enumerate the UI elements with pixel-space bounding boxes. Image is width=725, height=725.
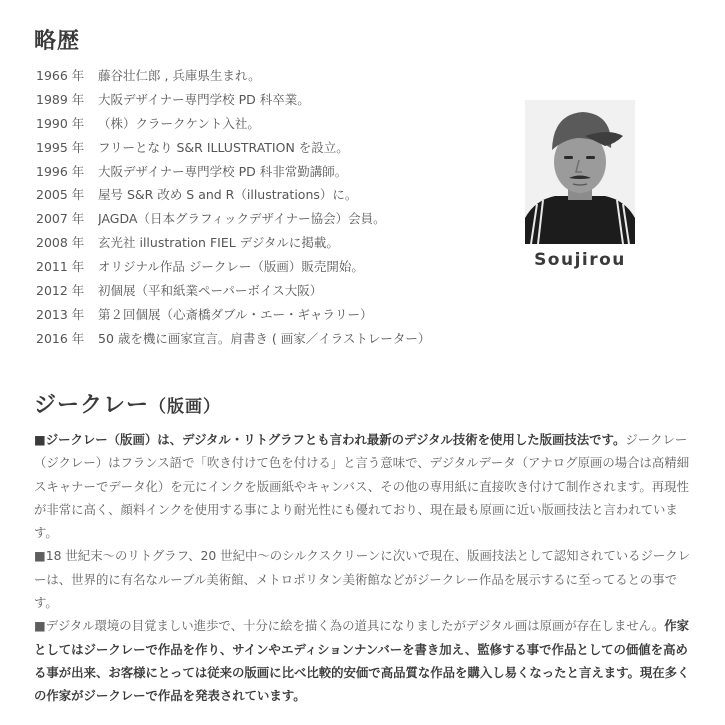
timeline-text: 玄光社 illustration FIEL デジタルに掲載。 — [98, 235, 339, 251]
timeline-text: フリーとなり S&R ILLUSTRATION を設立。 — [98, 139, 349, 155]
timeline-row — [36, 255, 506, 279]
timeline-year: 2011 年 — [36, 259, 85, 275]
paragraph-3-body: ■デジタル環境の目覚ましい進歩で、十分に絵を描く為の道具になりましたがデジタル画は原画が存在しません。 — [34, 618, 665, 634]
giclee-description — [34, 428, 700, 708]
timeline-row — [36, 112, 506, 136]
artist-portrait — [525, 100, 635, 244]
paragraph-2: ■18 世紀末〜のリトグラフ、20 世紀中〜のシルクスクリーンに次いで現在、版画技法として認知されているジークレーは、世界的に有名なルーブル美術館、メトロポリタン美術館などがジークレー作品を展示するに至ってるとの事です。 — [34, 548, 691, 611]
timeline-row — [36, 160, 506, 184]
giclee-heading-main: ジークレー — [34, 393, 150, 418]
career-heading: 略歴 — [34, 29, 81, 54]
timeline-row — [36, 207, 506, 231]
paragraph-1 — [34, 428, 700, 544]
artist-name: Soujirou — [534, 250, 626, 270]
timeline-year: 2005 年 — [36, 187, 85, 203]
timeline-year: 2012 年 — [36, 283, 85, 299]
timeline-row — [36, 136, 506, 160]
portrait-illustration — [525, 100, 635, 244]
timeline-year: 2013 年 — [36, 306, 85, 322]
timeline-year: 1990 年 — [36, 115, 85, 131]
timeline-text: 初個展（平和紙業ペーパーボイス大阪） — [98, 283, 323, 299]
giclee-heading — [34, 388, 221, 419]
timeline-text: （株）クラークケント入社。 — [98, 115, 260, 131]
timeline-text: 50 歳を機に画家宣言。肩書き ( 画家／イラストレーター） — [98, 330, 431, 346]
timeline-year: 2016 年 — [36, 330, 85, 346]
paragraph-1-lead: ■ジークレー（版画）は、デジタル・リトグラフとも言われ最新のデジタル技術を使用した版画技法です。 — [34, 432, 626, 447]
timeline-row — [36, 88, 506, 112]
timeline-year: 1989 年 — [36, 91, 85, 107]
timeline-row — [36, 279, 506, 303]
career-timeline — [36, 64, 506, 351]
timeline-text: 藤谷壮仁郎 , 兵庫県生まれ。 — [98, 68, 261, 83]
timeline-text: 屋号 S&R 改め S and R（illustrations）に。 — [98, 187, 358, 203]
timeline-text: オリジナル作品 ジークレー（版画）販売開始。 — [98, 259, 364, 275]
timeline-row — [36, 183, 506, 207]
timeline-year: 1966 年 — [36, 68, 85, 83]
timeline-row — [36, 64, 506, 88]
timeline-year: 1996 年 — [36, 163, 85, 179]
timeline-text: 大阪デザイナー専門学校 PD 科非常勤講師。 — [98, 163, 348, 179]
timeline-text: JAGDA（日本グラフィックデザイナー協会）会員。 — [98, 211, 386, 227]
timeline-row — [36, 327, 506, 351]
giclee-heading-suffix: （版画） — [149, 397, 222, 417]
paragraph-3 — [34, 614, 700, 707]
timeline-text: 大阪デザイナー専門学校 PD 科卒業。 — [98, 91, 310, 107]
timeline-row — [36, 231, 506, 255]
timeline-row — [36, 303, 506, 327]
timeline-text: 第２回個展（心斎橋ダブル・エー・ギャラリー） — [98, 306, 373, 322]
paragraph-3-emphasis: 作家としてはジークレーで作品を作り、サインやエディションナンバーを書き加え、監修する事で作品としての価値を高める事が出来、お客様にとっては従来の版画に比べ比較的安価で高品質な作品を購入し易くなったと言えます。現在多くの作家がジークレーで作品を発表されています。 — [34, 618, 690, 704]
timeline-year: 2007 年 — [36, 211, 85, 227]
paragraph-1-body: ジークレー（ジクレー）はフランス語で「吹き付けて色を付ける」と言う意味で、デジタルデータ（アナログ原画の場合は高精細スキャナーでデータ化）を元にインクを版画紙やキャンバス、その他の専用紙に直接吹き付けて制作されます。再現性が非常に高く、顔料インクを使用する事により耐光性にも優れており、現在最も原画に近い版画技法と言われています。 — [34, 432, 690, 541]
timeline-year: 1995 年 — [36, 139, 85, 155]
timeline-year: 2008 年 — [36, 235, 85, 251]
